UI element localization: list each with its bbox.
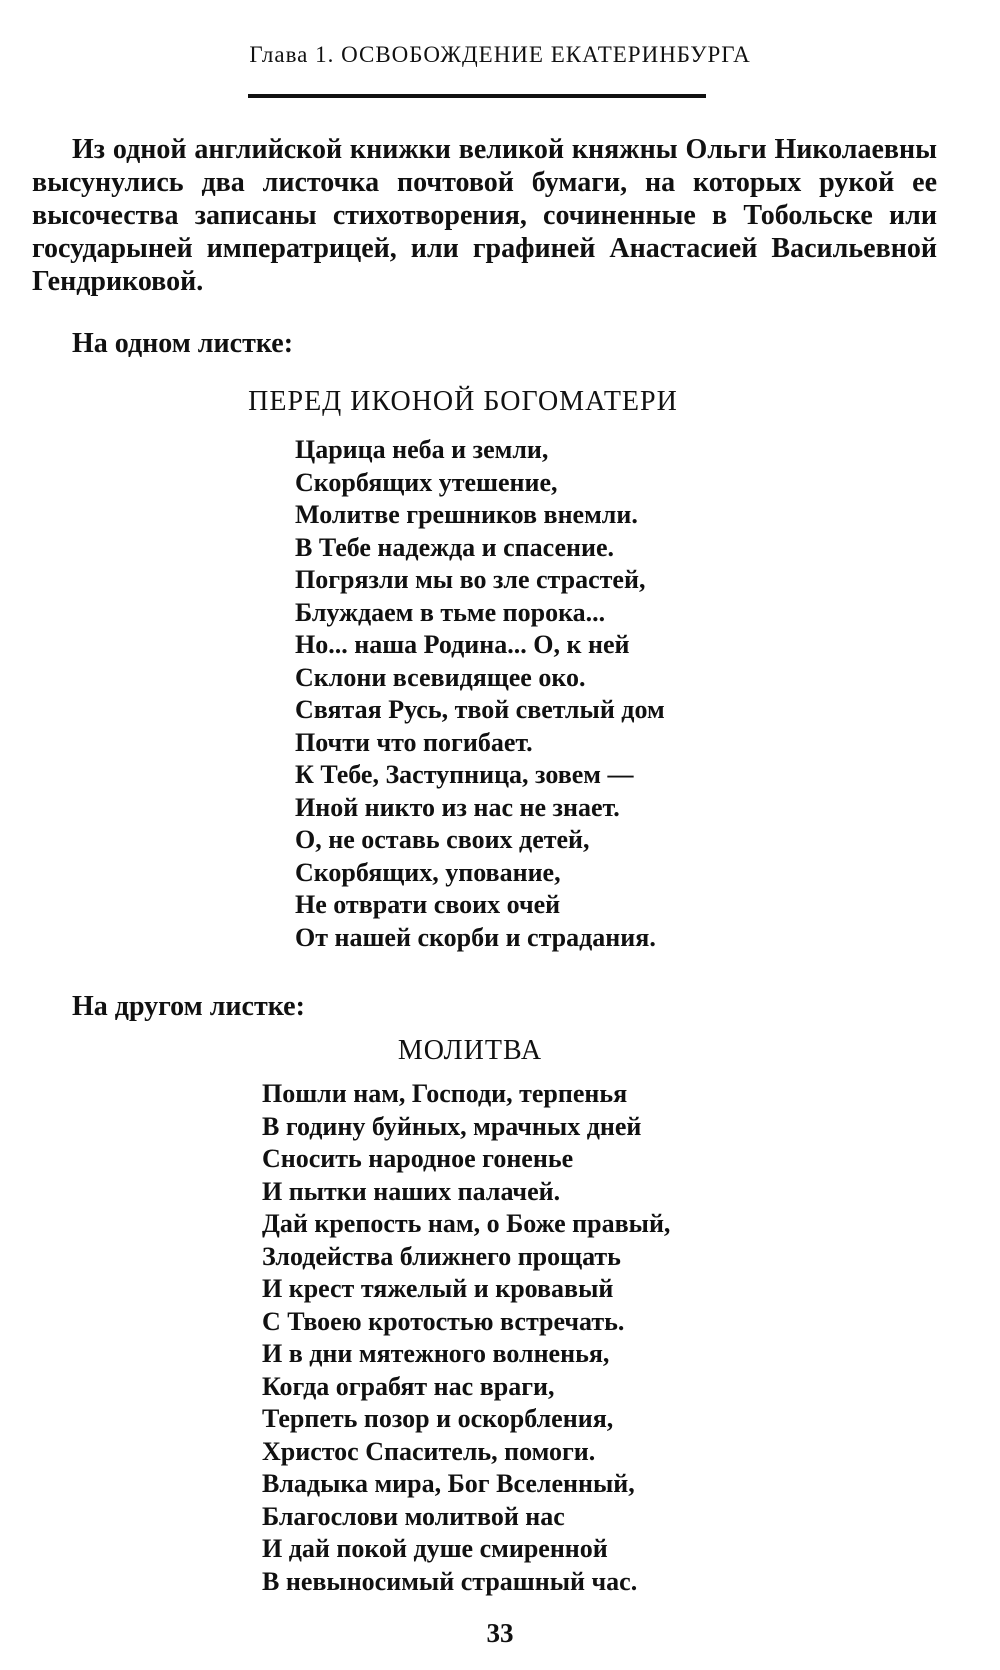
- poem-line: Скорбящих утешение,: [295, 467, 558, 497]
- header-rule: [248, 94, 706, 98]
- intro-paragraph: Из одной английской книжки великой княжны Ольги Николаевны высунулись два листочка почтовой бумаги, на которых рукой ее высочества записаны стихотворения, сочиненные в Тобольске или государыней императрицей, или графиней Анастасией Васильевной Гендриковой.: [32, 134, 937, 297]
- running-head: Глава 1. ОСВОБОЖДЕНИЕ ЕКАТЕРИНБУРГА: [249, 42, 751, 67]
- first-lead-line: На одном листке:: [72, 328, 294, 359]
- poem-line: От нашей скорби и страдания.: [295, 922, 656, 952]
- page-number: 33: [486, 1618, 514, 1648]
- poem-line: Молитве грешников внемли.: [295, 500, 638, 529]
- second-poem: [262, 1078, 670, 1598]
- poem-line: И пытки наших палачей.: [262, 1176, 561, 1206]
- poem-line: Скорбящих, упование,: [295, 857, 561, 887]
- poem-line: Благослови молитвой нас: [262, 1501, 565, 1531]
- poem-line: Склони всевидящее око.: [295, 662, 586, 692]
- poem-line: Дай крепость нам, о Боже правый,: [262, 1209, 671, 1238]
- poem-line: Почти что погибает.: [295, 727, 533, 757]
- poem-line: Не отврати своих очей: [295, 890, 561, 919]
- poem-line: Царица неба и земли,: [295, 435, 549, 464]
- first-poem: [295, 434, 665, 954]
- poem-line: В годину буйных, мрачных дней: [262, 1111, 642, 1141]
- poem-line: Сносить народное гоненье: [262, 1144, 574, 1173]
- poem-line: И дай покой душе смиренной: [262, 1534, 608, 1563]
- poem-line: И крест тяжелый и кровавый: [262, 1274, 614, 1303]
- poem-line: С Твоею кротостью встречать.: [262, 1306, 625, 1336]
- poem-line: Но... наша Родина... О, к ней: [295, 630, 630, 659]
- poem-line: Терпеть позор и оскорбления,: [262, 1404, 614, 1433]
- second-poem-title: МОЛИТВА: [397, 1035, 543, 1066]
- poem-line: Пошли нам, Господи, терпенья: [262, 1079, 628, 1108]
- poem-line: О, не оставь своих детей,: [295, 825, 590, 854]
- poem-line: К Тебе, Заступница, зовем —: [295, 760, 634, 789]
- poem-line: Христос Спаситель, помоги.: [262, 1436, 596, 1466]
- poem-line: Когда ограбят нас враги,: [262, 1371, 555, 1401]
- first-poem-title: ПЕРЕД ИКОНОЙ БОГОМАТЕРИ: [248, 386, 678, 417]
- poem-line: Иной никто из нас не знает.: [295, 792, 620, 822]
- poem-line: Владыка мира, Бог Вселенный,: [262, 1469, 635, 1498]
- poem-line: И в дни мятежного волненья,: [262, 1339, 610, 1368]
- poem-line: Злодейства ближнего прощать: [262, 1241, 621, 1271]
- poem-line: Святая Русь, твой светлый дом: [295, 695, 665, 724]
- poem-line: Блуждаем в тьме порока...: [295, 597, 606, 627]
- poem-line: В Тебе надежда и спасение.: [295, 532, 615, 562]
- second-lead-line: На другом листке:: [72, 991, 305, 1022]
- poem-line: Погрязли мы во зле страстей,: [295, 565, 646, 594]
- poem-line: В невыносимый страшный час.: [262, 1566, 638, 1596]
